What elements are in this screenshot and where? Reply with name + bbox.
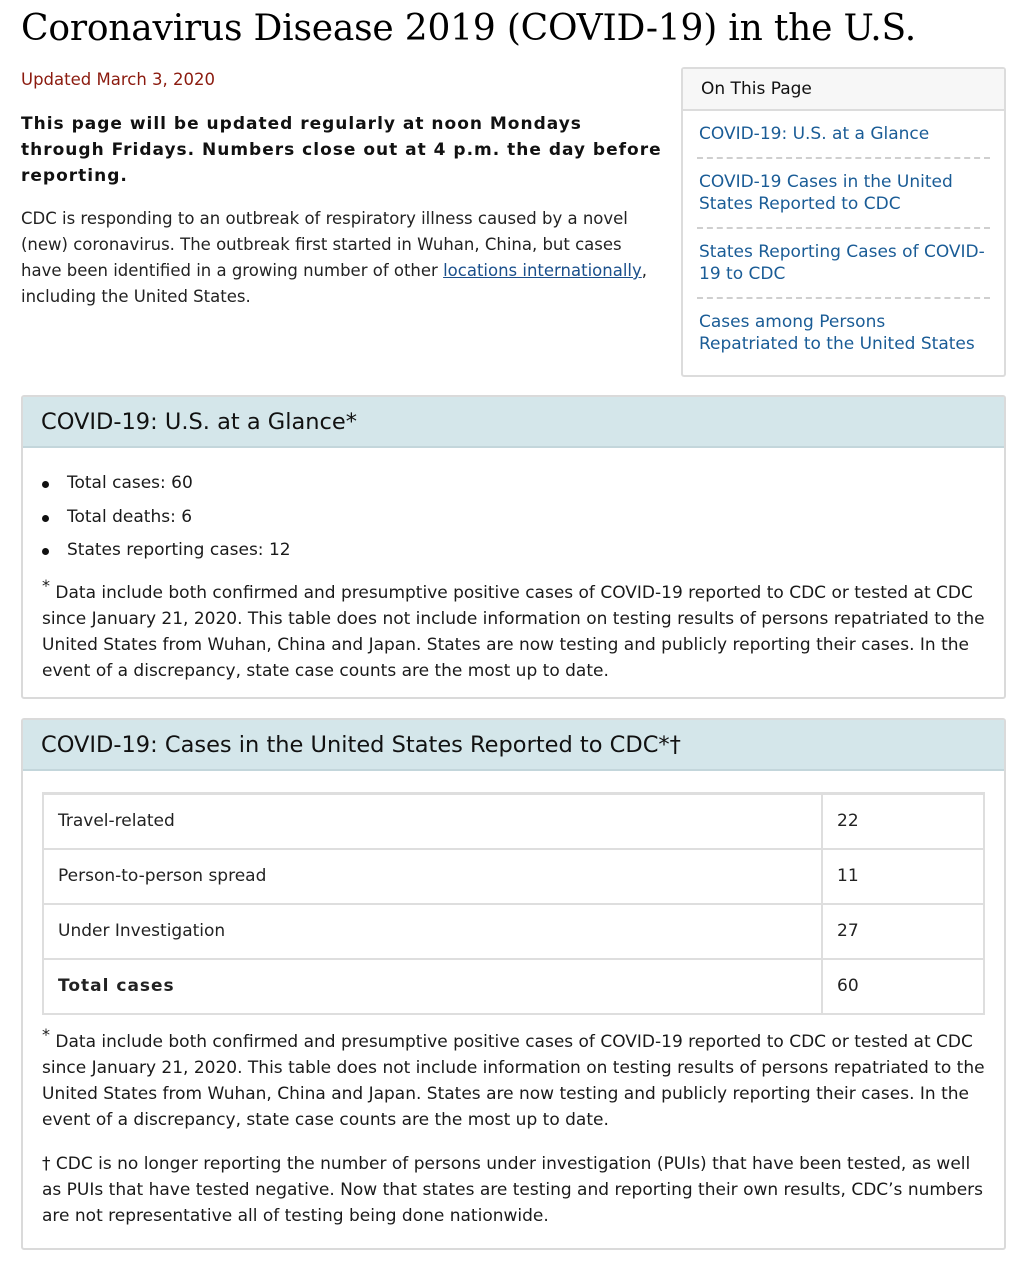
states-reporting-item: States reporting cases: 12 <box>42 534 985 568</box>
row-label: Under Investigation <box>43 904 822 959</box>
total-deaths-item: Total deaths: 6 <box>42 501 985 535</box>
page-title: Coronavirus Disease 2019 (COVID-19) in the U.S. <box>21 8 916 49</box>
update-notice: This page will be updated regularly at noon Mondays through Fridays. Numbers close out at 4 p.m. the day before reporting. <box>21 114 662 186</box>
row-value: 27 <box>822 904 984 959</box>
table-row-total <box>43 959 984 1014</box>
on-this-page-list <box>683 111 1004 367</box>
link-states-reporting-cases[interactable]: States Reporting Cases of COVID-19 to CDC <box>699 242 985 284</box>
table-row <box>43 849 984 904</box>
on-this-page-item <box>697 159 990 229</box>
link-cases-reported-to-cdc[interactable]: COVID-19 Cases in the United States Reported to CDC <box>699 172 953 214</box>
row-value: 11 <box>822 849 984 904</box>
table-row <box>43 904 984 959</box>
intro-text-start: CDC is responding to an outbreak of respiratory illness caused by a novel (new) coronavirus. The outbreak first started in Wuhan, China, but cases have been identified in a growing number of other <box>21 209 628 280</box>
updated-date: Updated March 3, 2020 <box>21 70 215 89</box>
cases-card <box>21 718 1006 1250</box>
row-value: 22 <box>822 794 984 849</box>
on-this-page-heading: On This Page <box>683 69 1004 111</box>
on-this-page-item <box>697 229 990 299</box>
link-us-at-a-glance[interactable]: COVID-19: U.S. at a Glance <box>699 124 930 144</box>
row-label: Person-to-person spread <box>43 849 822 904</box>
glance-heading: COVID-19: U.S. at a Glance* <box>23 397 1004 448</box>
on-this-page-box <box>681 67 1006 377</box>
total-cases-value: 60 <box>822 959 984 1014</box>
glance-stats-list <box>42 448 985 568</box>
cases-footnote-text: Data include both confirmed and presumptive positive cases of COVID-19 reported to CDC or tested at CDC since January 21, 2020. This table does not include information on testing results of persons repatriated to the United States from Wuhan, China and Japan. States are now testing and publicly reporting their cases. In the event of a discrepancy, state case counts are the most up to date. <box>42 1031 985 1130</box>
total-cases-item: Total cases: 60 <box>42 467 985 501</box>
cases-heading: COVID-19: Cases in the United States Reported to CDC*† <box>23 720 1004 771</box>
asterisk-mark: * <box>42 1024 50 1044</box>
dagger-footnote: † CDC is no longer reporting the number of persons under investigation (PUIs) that have been tested, as well as PUIs that have tested negative. Now that states are testing and reporting their own results, CDC’s numbers are not representative all of testing being done nationwide. <box>42 1153 984 1226</box>
intro-paragraph <box>21 206 666 310</box>
total-cases-label: Total cases <box>43 959 822 1014</box>
on-this-page-item <box>697 299 990 367</box>
cases-footnote <box>42 1024 985 1133</box>
glance-footnote <box>42 575 985 684</box>
glance-footnote-text: Data include both confirmed and presumptive positive cases of COVID-19 reported to CDC or tested at CDC since January 21, 2020. This table does not include information on testing results of persons repatriated to the United States from Wuhan, China and Japan. States are now testing and publicly reporting their cases. In the event of a discrepancy, state case counts are the most up to date. <box>42 582 985 681</box>
cases-table <box>42 792 985 1015</box>
table-row <box>43 794 984 849</box>
asterisk-mark: * <box>42 575 50 595</box>
glance-card <box>21 395 1006 699</box>
row-label: Travel-related <box>43 794 822 849</box>
locations-internationally-link[interactable]: locations internationally <box>443 261 642 280</box>
on-this-page-item <box>697 111 990 159</box>
link-repatriated-cases[interactable]: Cases among Persons Repatriated to the United States <box>699 312 975 354</box>
intro-text-end: , including the United States. <box>21 261 648 306</box>
